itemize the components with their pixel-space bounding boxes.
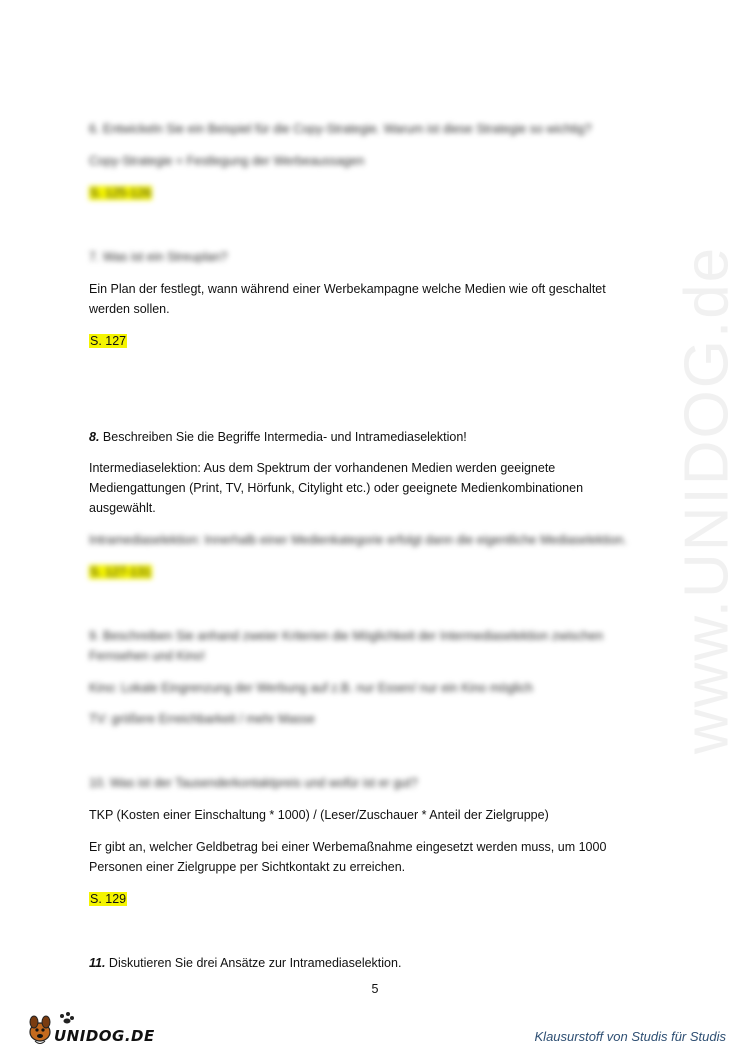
answer-8-line-4: Intramediaselektion: Innerhalb einer Medienkategorie erfolgt dann die eigentliche Mediaselektion. [89, 533, 627, 547]
answer-9-line-1: Kino: Lokale Eingrenzung der Werbung auf z.B. nur Essen/ nur ein Kino möglich [89, 681, 533, 695]
question-10: 10. Was ist der Tausenderkontaktpreis und wofür ist er gut? [89, 776, 418, 790]
watermark: www.UNIDOG.de [672, 245, 742, 755]
answer-7-line-2: werden sollen. [89, 302, 170, 316]
answer-8-line-2: Mediengattungen (Print, TV, Hörfunk, Citylight etc.) oder geeignete Medienkombinationen [89, 481, 584, 495]
question-8 [89, 427, 649, 447]
answer-10-line-1: Er gibt an, welcher Geldbetrag bei einer Werbemaßnahme eingesetzt werden muss, um 1000 [89, 840, 607, 854]
page-ref-8: S. 127-131 [90, 565, 152, 579]
page-ref-7: S. 127 [90, 334, 127, 348]
page-number: 5 [371, 982, 379, 996]
answer-7-line-1: Ein Plan der festlegt, wann während einer Werbekampagne welche Medien wie oft geschaltet [89, 282, 606, 296]
question-8-number: 8. [89, 430, 100, 444]
question-8-text: Beschreiben Sie die Begriffe Intermedia- und Intramediaselektion! [99, 430, 467, 444]
answer-9-line-2: TV: größere Erreichbarkeit / mehr Masse [89, 712, 315, 726]
question-11-number: 11. [89, 956, 106, 970]
page-ref-10: S. 129 [90, 892, 127, 906]
question-7: 7. Was ist ein Streuplan? [89, 250, 228, 264]
footer-tagline: Klausurstoff von Studis für Studis [534, 1029, 726, 1044]
answer-6: Copy-Strategie = Festlegung der Werbeaussagen [89, 154, 365, 168]
question-9-line-2: Fernsehen und Kino! [89, 649, 206, 663]
question-11 [89, 953, 649, 973]
question-9-line-1: 9. Beschreiben Sie anhand zweier Kriterien die Möglichkeit der Intermediaselektion zwischen [89, 629, 604, 643]
answer-8-line-3: ausgewählt. [89, 501, 156, 515]
answer-8-line-1: Intermediaselektion: Aus dem Spektrum der vorhandenen Medien werden geeignete [89, 461, 556, 475]
answer-10-formula: TKP (Kosten einer Einschaltung * 1000) / (Leser/Zuschauer * Anteil der Zielgruppe) [89, 808, 549, 822]
question-11-text: Diskutieren Sie drei Ansätze zur Intramediaselektion. [105, 956, 402, 970]
answer-10-line-2: Personen einer Zielgruppe per Sichtkontakt zu erreichen. [89, 860, 406, 874]
question-6: 6. Entwickeln Sie ein Beispiel für die Copy-Strategie. Warum ist diese Strategie so wichtig? [89, 122, 592, 136]
footer-logo-text[interactable]: UNIDOG.DE [54, 1027, 155, 1045]
page-ref-6: S. 125-126 [90, 186, 152, 200]
